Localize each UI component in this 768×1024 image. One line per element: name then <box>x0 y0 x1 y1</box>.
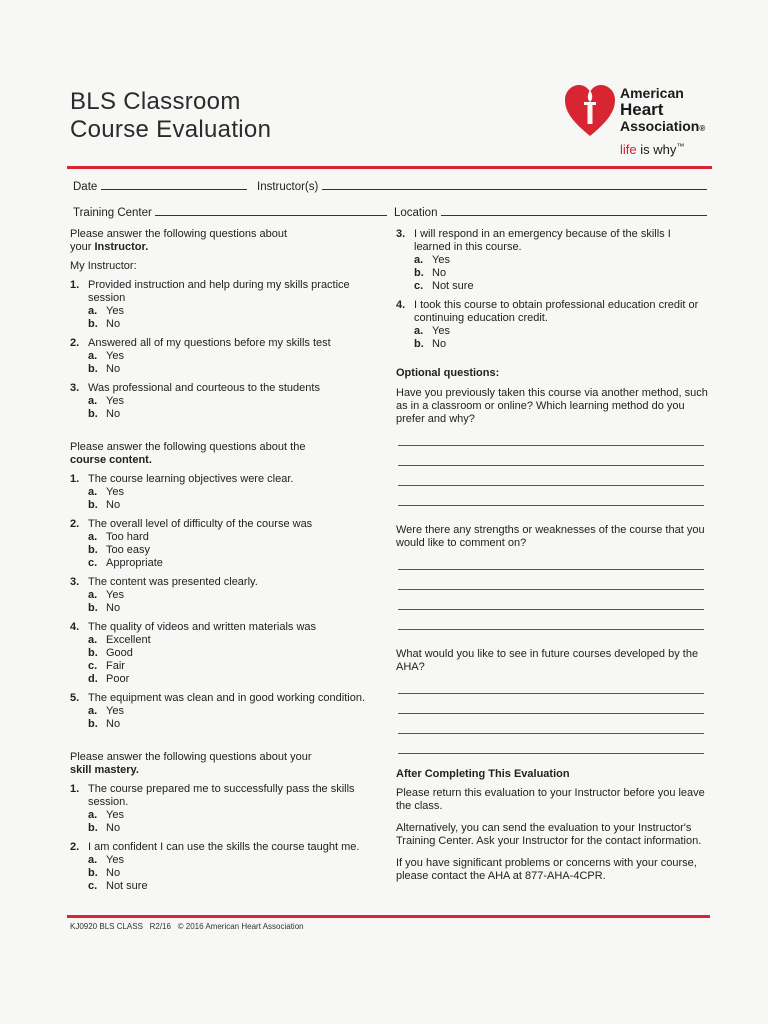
content-q2: 2. The overall level of difficulty of the course was a. Too hard b. Too easy c. Appropriate <box>70 518 370 570</box>
answer-lines-3[interactable] <box>396 674 710 754</box>
option-not-sure[interactable]: c. Not sure <box>414 280 474 292</box>
header-rule <box>67 166 712 169</box>
my-instructor-label: My Instructor: <box>70 260 137 272</box>
option-yes[interactable]: a. Yes <box>88 395 124 407</box>
content-q3: 3. The content was presented clearly. a. Yes b. No <box>70 576 370 615</box>
content-intro: Please answer the following questions about the course content. <box>70 441 306 466</box>
right-column <box>396 228 710 883</box>
answer-line[interactable] <box>398 734 704 754</box>
option-excellent[interactable]: a. Excellent <box>88 634 151 646</box>
option-good[interactable]: b. Good <box>88 647 133 659</box>
content-q1: 1. The course learning objectives were clear. a. Yes b. No <box>70 473 370 512</box>
option-yes[interactable]: a. Yes <box>88 854 124 866</box>
option-yes[interactable]: a. Yes <box>88 486 124 498</box>
answer-line[interactable] <box>398 570 704 590</box>
form-title: BLS Classroom Course Evaluation <box>70 88 272 143</box>
footer: KJ0920 BLS CLASS R2/16 © 2016 American Heart Association <box>70 922 304 931</box>
after-p2: Alternatively, you can send the evaluation to your Instructor's Training Center. Ask your Instructor for the contact information. <box>396 822 702 847</box>
option-no[interactable]: b. No <box>88 602 121 614</box>
training-center-field[interactable]: Training Center <box>73 204 387 219</box>
option-no[interactable]: b. No <box>88 822 121 834</box>
option-no[interactable]: b. No <box>88 718 121 730</box>
left-column <box>70 228 370 893</box>
option-no[interactable]: b. No <box>88 499 121 511</box>
option-appropriate[interactable]: c. Appropriate <box>88 557 163 569</box>
date-field[interactable]: Date <box>73 178 247 193</box>
optional-q2: Were there any strengths or weaknesses of the course that you would like to comment on? <box>396 524 705 549</box>
answer-line[interactable] <box>398 590 704 610</box>
aha-wordmark: American Heart Association® <box>620 85 706 134</box>
location-field[interactable]: Location <box>394 204 707 219</box>
option-no[interactable]: b. No <box>88 363 121 375</box>
skill-q4: 4. I took this course to obtain professional education credit or continuing education credit. a. Yes b. No <box>396 299 710 351</box>
heart-torch-icon <box>563 82 617 138</box>
optional-heading: Optional questions: <box>396 367 500 379</box>
skill-q1: 1. The course prepared me to successfully pass the skills session. a. Yes b. No <box>70 783 370 835</box>
skill-q2: 2. I am confident I can use the skills the course taught me. a. Yes b. No c. Not sure <box>70 841 370 893</box>
answer-line[interactable] <box>398 486 704 506</box>
instructor-field[interactable]: Instructor(s) <box>257 178 707 193</box>
instructor-q3: 3. Was professional and courteous to the students a. Yes b. No <box>70 382 370 421</box>
option-too-easy[interactable]: b. Too easy <box>88 544 151 556</box>
instructor-q2: 2. Answered all of my questions before my skills test a. Yes b. No <box>70 337 370 376</box>
instructor-q1: 1. Provided instruction and help during my skills practice session a. Yes b. No <box>70 279 370 331</box>
answer-line[interactable] <box>398 714 704 734</box>
aha-tagline: life is why™ <box>620 142 685 157</box>
option-fair[interactable]: c. Fair <box>88 660 125 672</box>
answer-line[interactable] <box>398 446 704 466</box>
option-yes[interactable]: a. Yes <box>414 325 450 337</box>
optional-q1: Have you previously taken this course via another method, such as in a classroom or online? Which learning method do you prefer and why? <box>396 387 708 425</box>
after-p1: Please return this evaluation to your Instructor before you leave the class. <box>396 787 705 812</box>
option-too-hard[interactable]: a. Too hard <box>88 531 149 543</box>
option-yes[interactable]: a. Yes <box>88 705 124 717</box>
answer-lines-2[interactable] <box>396 550 710 630</box>
skill-q3: 3. I will respond in an emergency because of the skills I learned in this course. a. Yes b. No c. Not sure <box>396 228 710 293</box>
answer-line[interactable] <box>398 610 704 630</box>
skill-intro: Please answer the following questions about your skill mastery. <box>70 751 312 776</box>
option-not-sure[interactable]: c. Not sure <box>88 880 148 892</box>
option-yes[interactable]: a. Yes <box>88 305 124 317</box>
answer-line[interactable] <box>398 694 704 714</box>
answer-line[interactable] <box>398 466 704 486</box>
after-heading: After Completing This Evaluation <box>396 768 570 780</box>
option-no[interactable]: b. No <box>414 338 447 350</box>
content-q5: 5. The equipment was clean and in good working condition. a. Yes b. No <box>70 692 370 731</box>
answer-line[interactable] <box>398 550 704 570</box>
option-yes[interactable]: a. Yes <box>414 254 450 266</box>
option-yes[interactable]: a. Yes <box>88 350 124 362</box>
option-no[interactable]: b. No <box>88 318 121 330</box>
option-no[interactable]: b. No <box>88 867 121 879</box>
option-yes[interactable]: a. Yes <box>88 589 124 601</box>
option-yes[interactable]: a. Yes <box>88 809 124 821</box>
option-no[interactable]: b. No <box>414 267 447 279</box>
answer-lines-1[interactable] <box>396 426 710 506</box>
instructor-intro: Please answer the following questions about your Instructor. <box>70 228 288 253</box>
option-no[interactable]: b. No <box>88 408 121 420</box>
content-q4: 4. The quality of videos and written materials was a. Excellent b. Good c. Fair d. Poor <box>70 621 370 686</box>
optional-q3: What would you like to see in future courses developed by the AHA? <box>396 648 699 673</box>
answer-line[interactable] <box>398 674 704 694</box>
aha-logo <box>563 80 723 160</box>
option-poor[interactable]: d. Poor <box>88 673 130 685</box>
answer-line[interactable] <box>398 426 704 446</box>
after-p3: If you have significant problems or concerns with your course, please contact the AHA at 877-AHA-4CPR. <box>396 857 697 882</box>
footer-rule <box>67 915 710 918</box>
